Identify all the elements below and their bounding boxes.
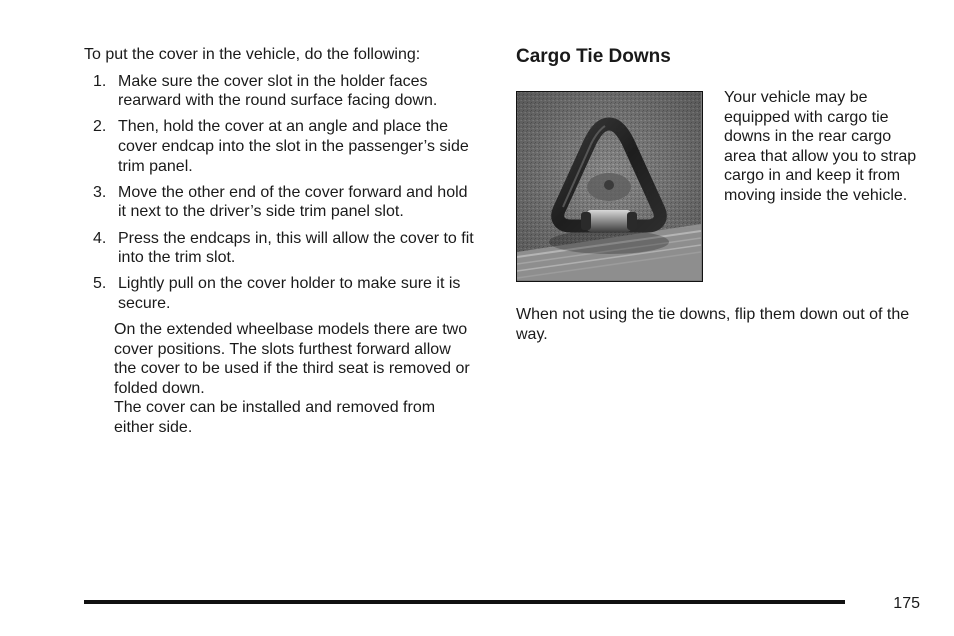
step-number: 4. xyxy=(93,229,107,247)
cargo-tie-down-photo xyxy=(516,91,703,282)
step-text: Move the other end of the cover forward and hold it next to the driver’s side trim panel slot. xyxy=(118,183,468,221)
step-number: 1. xyxy=(93,72,107,90)
section-title: Cargo Tie Downs xyxy=(516,46,671,67)
note-paragraph: The cover can be installed and removed from either side. xyxy=(114,399,436,437)
left-column xyxy=(84,45,474,438)
step-number: 2. xyxy=(93,118,107,136)
step-item xyxy=(84,274,474,313)
installation-steps xyxy=(84,72,474,314)
step-text: Lightly pull on the cover holder to make sure it is secure. xyxy=(118,275,461,312)
step-text: Then, hold the cover at an angle and place the cover endcap into the slot in the passenger’s side trim panel. xyxy=(118,118,469,175)
step-item xyxy=(84,229,474,268)
tie-down-usage-text: When not using the tie downs, flip them down out of the way. xyxy=(516,306,910,343)
step-number: 5. xyxy=(93,275,107,293)
intro-text: To put the cover in the vehicle, do the following: xyxy=(84,46,421,63)
note-block xyxy=(114,320,474,438)
note-paragraph: On the extended wheelbase models there are two cover positions. The slots furthest forward allow the cover to be used if the third seat is removed or folded down. xyxy=(114,321,470,397)
step-text: Press the endcaps in, this will allow the cover to fit into the trim slot. xyxy=(118,229,474,267)
figure-caption-text: Your vehicle may be equipped with cargo tie downs in the rear cargo area that allow you to strap cargo in and keep it from moving inside the vehicle. xyxy=(724,89,917,204)
right-column xyxy=(516,45,917,343)
tie-down-hinge xyxy=(581,210,637,232)
step-text: Make sure the cover slot in the holder faces rearward with the round surface facing down. xyxy=(118,72,438,110)
step-item xyxy=(84,72,474,111)
tie-down-illustration xyxy=(517,92,701,280)
page-number: 175 xyxy=(893,595,920,612)
step-item xyxy=(84,117,474,176)
step-item xyxy=(84,183,474,222)
step-number: 3. xyxy=(93,183,107,201)
footer-rule xyxy=(84,600,845,604)
